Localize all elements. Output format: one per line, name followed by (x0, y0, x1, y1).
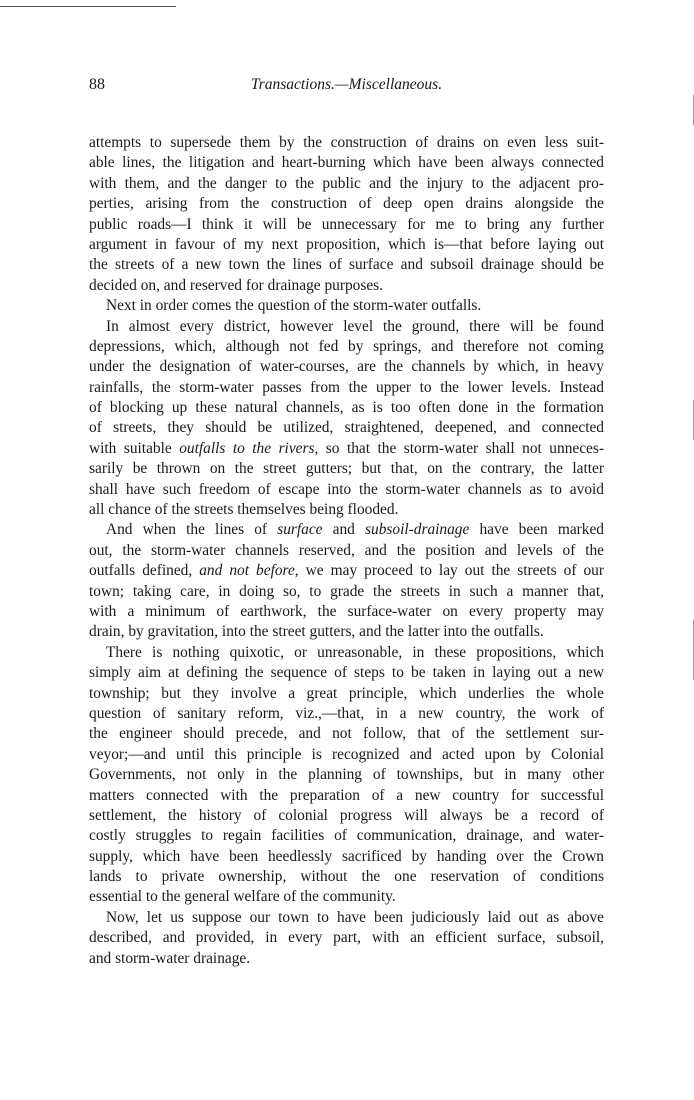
text-segment: Governments, not only in the planning of townships, but in many other (89, 766, 604, 784)
text-line (89, 296, 604, 316)
text-line (89, 602, 604, 622)
text-segment: settlement, the history of colonial progress will always be a record of (89, 806, 604, 824)
text-line (89, 459, 604, 479)
text-segment: sarily be thrown on the street gutters; but that, on the contrary, the latter (89, 460, 604, 478)
page-number: 88 (89, 76, 105, 93)
top-rule (0, 6, 176, 7)
italic-text: surface (277, 521, 323, 539)
text-segment: In almost every district, however level the ground, there will be found (106, 317, 604, 335)
text-line (89, 276, 604, 296)
text-segment: township; but they involve a great principle, which underlies the whole (89, 684, 604, 702)
text-segment: , we may proceed to lay out the streets of our (294, 562, 604, 580)
text-line (89, 765, 604, 785)
text-line (89, 745, 604, 765)
text-segment: perties, arising from the construction of deep open drains alongside the (89, 195, 604, 213)
text-segment: And when the lines of (106, 521, 278, 539)
text-line (89, 215, 604, 235)
text-segment: There is nothing quixotic, or unreasonable, in these propositions, which (106, 643, 604, 661)
text-segment: Now, let us suppose our town to have been judiciously laid out as above (106, 908, 604, 926)
text-segment: with suitable (89, 439, 180, 457)
text-line (89, 398, 604, 418)
text-segment: Next in order comes the question of the storm-water outfalls. (106, 297, 482, 315)
text-segment: under the designation of water-courses, are the channels by which, in heavy (89, 358, 604, 376)
text-segment: with a minimum of earthwork, the surface-water on every property may (89, 602, 604, 620)
body-text (89, 133, 604, 969)
text-line (89, 949, 604, 969)
text-line (89, 704, 604, 724)
text-segment: costly struggles to regain facilities of communication, drainage, and water- (89, 827, 604, 845)
text-line (89, 520, 604, 540)
text-line (89, 174, 604, 194)
text-line (89, 418, 604, 438)
text-segment: with them, and the danger to the public and the injury to the adjacent pro- (89, 174, 604, 192)
text-segment: argument in favour of my next proposition, which is—that before laying out (89, 235, 604, 253)
text-line (89, 153, 604, 173)
text-segment: veyor;—and until this principle is recognized and acted upon by Colonial (89, 745, 604, 763)
text-line (89, 684, 604, 704)
text-segment: shall have such freedom of escape into the storm-water channels as to avoid (89, 480, 604, 498)
text-segment: of blocking up these natural channels, as is too often done in the formation (89, 399, 604, 417)
text-line (89, 826, 604, 846)
text-segment: drain, by gravitation, into the street gutters, and the latter into the outfalls. (89, 623, 544, 641)
text-line (89, 439, 604, 459)
text-line (89, 908, 604, 928)
text-segment: public roads—I think it will be unnecessary for me to bring any further (89, 215, 604, 233)
text-line (89, 541, 604, 561)
text-line (89, 500, 604, 520)
text-segment: out, the storm-water channels reserved, and the position and levels of the (89, 541, 604, 559)
text-line (89, 847, 604, 867)
text-line (89, 337, 604, 357)
text-line (89, 663, 604, 683)
text-line (89, 561, 604, 581)
text-line (89, 643, 604, 663)
text-segment: rainfalls, the storm-water passes from the upper to the lower levels. Instead (89, 378, 604, 396)
italic-text: and not before (199, 562, 295, 580)
text-segment: town; taking care, in doing so, to grade the streets in such a manner that, (89, 582, 604, 600)
text-segment: outfalls defined, (89, 562, 200, 580)
text-segment: , so that the storm-water shall not unneces- (314, 439, 605, 457)
text-line (89, 806, 604, 826)
text-segment: all chance of the streets themselves being flooded. (89, 501, 399, 519)
text-segment: able lines, the litigation and heart-burning which have been always connected (89, 154, 604, 172)
text-segment: attempts to supersede them by the construction of drains on even less suit- (89, 134, 604, 151)
text-segment: depressions, which, although not fed by springs, and therefore not coming (89, 337, 604, 355)
text-line (89, 378, 604, 398)
text-segment: the engineer should precede, and not follow, that of the settlement sur- (89, 725, 604, 743)
italic-text: outfalls to the rivers (179, 439, 315, 457)
text-segment: matters connected with the preparation of a new country for successful (89, 786, 604, 804)
text-line (89, 194, 604, 214)
text-segment: and storm-water drainage. (89, 949, 251, 967)
text-line (89, 724, 604, 744)
text-segment: decided on, and reserved for drainage purposes. (89, 276, 384, 294)
text-line (89, 887, 604, 907)
text-line (89, 582, 604, 602)
italic-text: subsoil-drainage (365, 521, 470, 539)
text-line (89, 357, 604, 377)
running-head: Transactions.—Miscellaneous. (250, 76, 443, 93)
text-segment: lands to private ownership, without the one reservation of conditions (89, 868, 604, 886)
text-line (89, 235, 604, 255)
text-segment: the streets of a new town the lines of surface and subsoil drainage should be (89, 256, 604, 274)
text-segment: described, and provided, in every part, with an efficient surface, subsoil, (89, 929, 604, 947)
text-line (89, 255, 604, 275)
text-line (89, 786, 604, 806)
text-line (89, 928, 604, 948)
text-line (89, 867, 604, 887)
text-line (89, 480, 604, 500)
text-line (89, 317, 604, 337)
text-segment: essential to the general welfare of the community. (89, 888, 396, 906)
text-segment: of streets, they should be utilized, straightened, deepened, and connected (89, 419, 604, 437)
text-segment: simply aim at defining the sequence of steps to be taken in laying out a new (89, 664, 604, 682)
text-segment: have been marked (469, 521, 604, 539)
text-segment: question of sanitary reform, viz.,—that, in a new country, the work of (89, 704, 604, 722)
text-segment: supply, which have been heedlessly sacrificed by handing over the Crown (89, 847, 604, 865)
text-line (89, 133, 604, 153)
text-segment: and (322, 521, 366, 539)
text-line (89, 622, 604, 642)
